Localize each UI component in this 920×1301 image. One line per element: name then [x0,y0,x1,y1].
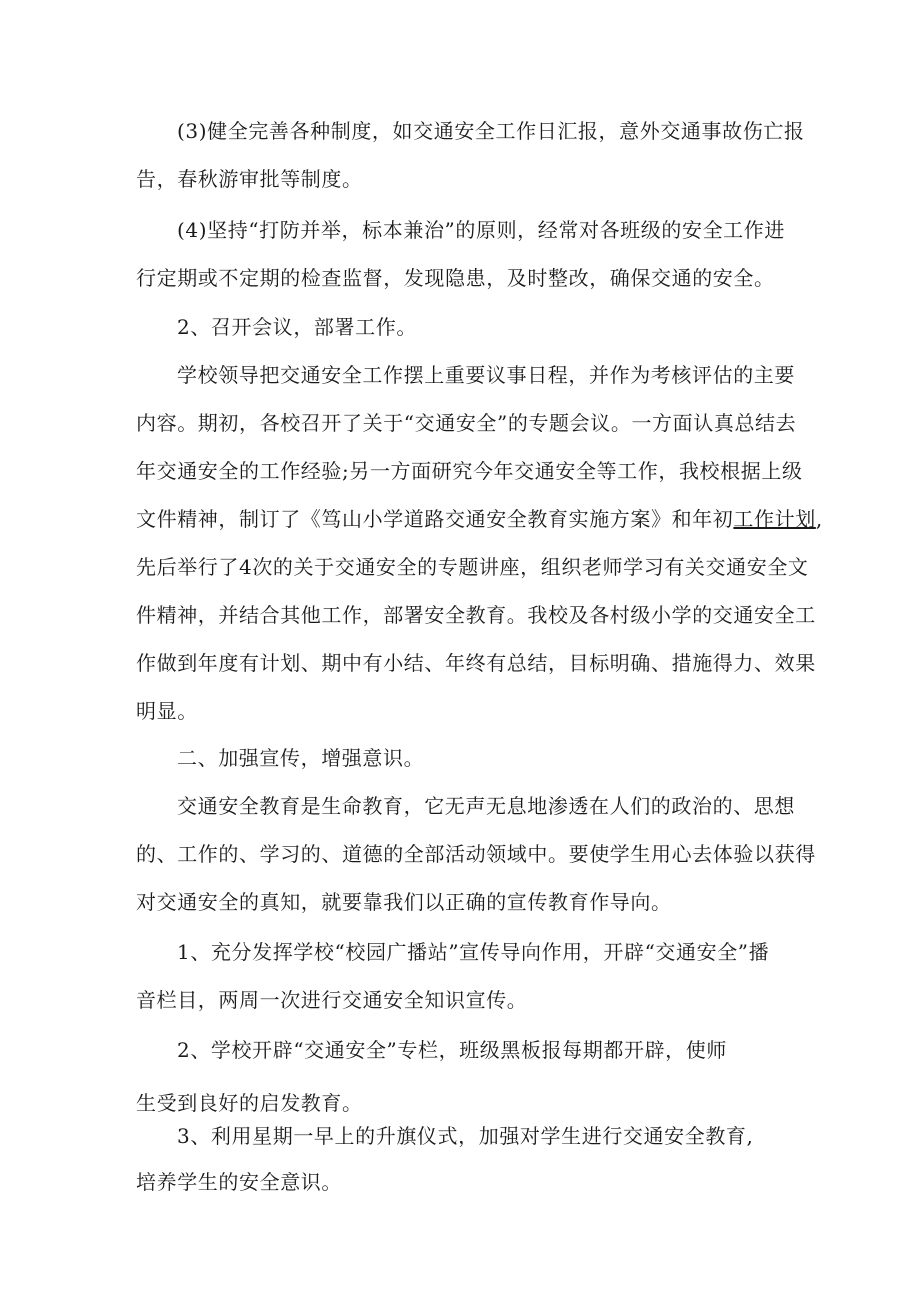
section-heading-meeting [136,303,792,351]
text-line: (4)坚持“打防并举，标本兼治”的原则，经常对各班级的安全工作进 [177,218,785,242]
paragraph-leadership [136,351,823,735]
text-line: 1、充分发挥学校“校园广播站”宣传导向作用，开辟“交通安全”播 [177,940,770,964]
text-line: 年交通安全的工作经验;另一方面研究今年交通安全等工作，我校根据上级 [136,459,803,483]
heading-text: 2、召开会议，部署工作。 [177,315,417,339]
text-line: 作做到年度有计划、期中有小结、年终有总结，目标明确、措施得力、效果 [136,651,816,675]
text-line: 音栏目，两周一次进行交通安全知识宣传。 [136,988,528,1012]
section-heading-publicity [136,734,792,782]
paragraph-rules [136,107,805,203]
link-suffix: , [815,507,823,531]
text-line: 先后举行了4次的关于交通安全的专题讲座，组织老师学习有关交通安全文 [136,555,809,579]
text-line: 2、学校开辟“交通安全”专栏，班级黑板报每期都开辟，使师 [177,1038,727,1062]
paragraph-broadcast [136,928,792,1024]
paragraph-flag-ceremony-cont [136,1158,792,1206]
text-line: 交通安全教育是生命教育，它无声无息地渗透在人们的政治的、思想 [177,794,795,818]
paragraph-column [136,1026,792,1074]
text-line: 学校领导把交通安全工作摆上重要议事日程，并作为考核评估的主要 [177,363,795,387]
text-line: 3、利用星期一早上的升旗仪式，加强对学生进行交通安全教育, [177,1124,754,1148]
paragraph-education [136,782,816,926]
text-line: 件精神，并结合其他工作，部署安全教育。我校及各村级小学的交通安全工 [136,603,816,627]
text-line: (3)健全完善各种制度，如交通安全工作日汇报，意外交通事故伤亡报 [177,119,805,143]
text-line: 行定期或不定期的检查监督，发现隐患，及时整改，确保交通的安全。 [136,266,775,290]
text-line: 内容。期初，各校召开了关于“交通安全”的专题会议。一方面认真总结去 [136,411,797,435]
text-line: 生受到良好的启发教育。 [136,1091,363,1115]
paragraph-flag-ceremony [136,1118,792,1155]
text-line: 对交通安全的真知，就要靠我们以正确的宣传教育作导向。 [136,890,672,914]
text-line: 培养学生的安全意识。 [136,1170,342,1194]
text-line: 告，春秋游审批等制度。 [136,167,363,191]
text-line: 明显。 [136,699,198,723]
text-line-content: 文件精神，制订了《笃山小学道路交通安全教育实施方案》和年初 [136,507,734,531]
paragraph-principle [136,206,792,302]
work-plan-link[interactable]: 工作计划 [733,507,816,531]
text-line [136,495,823,543]
text-line: 的、工作的、学习的、道德的全部活动领域中。要使学生用心去体验以获得 [136,842,816,866]
heading-text: 二、加强宣传，增强意识。 [177,746,425,770]
